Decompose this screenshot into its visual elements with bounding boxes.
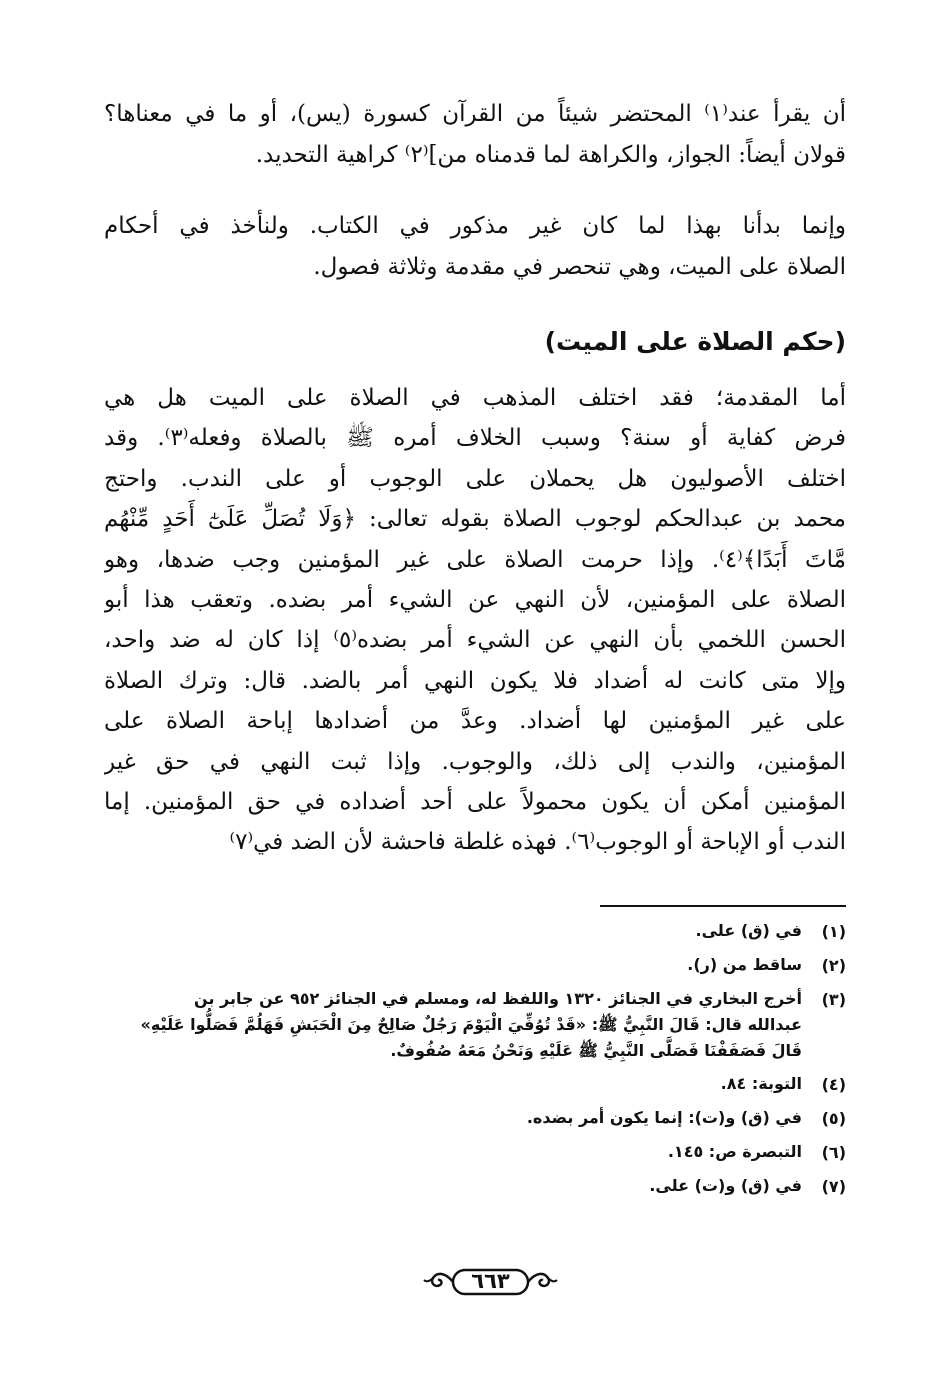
text-line: الصلاة على المؤمنين، لأن النهي عن الشيء أمر بضده. وتعقب هذا أبو [104, 587, 846, 614]
text-line: اختلف الأصوليون هل يحملان على الوجوب أو على الندب. واحتج [104, 465, 846, 492]
footnote-line: أخرج البخاري في الجنائز ١٣٢٠ واللفظ له، ومسلم في الجنائز ٩٥٢ عن جابر بن [194, 989, 802, 1008]
footnote [104, 918, 846, 945]
footnote [104, 952, 846, 979]
footnote-number: (٧) [821, 1177, 846, 1196]
footnote-text [104, 986, 802, 1064]
footnote-text [104, 918, 802, 945]
footnote-number: (٥) [821, 1109, 846, 1128]
text-line: الندب أو الإباحة أو الوجوب⁽٦⁾. فهذه غلطة فاحشة لأن الضد في⁽٧⁾ [229, 829, 846, 856]
text-line: الصلاة على الميت، وهي تنحصر في مقدمة وثلاثة فصول. [313, 254, 846, 280]
text-line: وإنما بدأنا بهذا لما كان غير مذكور في الكتاب. ولنأخذ في أحكام [104, 213, 846, 239]
footnotes [104, 918, 846, 1207]
footnote-line: في (ق) على. [695, 921, 802, 940]
text-line: فرض كفاية أو سنة؟ وسبب الخلاف أمره ﷺ بالصلاة وفعله⁽٣⁾. وقد [104, 425, 846, 452]
text-line: على غير المؤمنين لها أضداد. وعدَّ من أضدادها إباحة الصلاة على [104, 708, 846, 735]
text-line: مَّاتَ أَبَدًا﴾⁽٤⁾. وإذا حرمت الصلاة على غير المؤمنين وجب ضدها، وهو [104, 546, 846, 573]
text-line: أما المقدمة؛ فقد اختلف المذهب في الصلاة على الميت هل هي [104, 385, 846, 411]
footnote [104, 1173, 846, 1200]
text-line: قولان أيضاً: الجواز، والكراهة لما قدمناه من]⁽٢⁾ كراهية التحديد. [255, 142, 846, 168]
paragraph-2 [104, 206, 846, 288]
text-line: المؤمنين أمكن أن يكون محمولاً على أحد أضداده في حق المؤمنين. إما [104, 789, 846, 816]
footnote-line: عبدالله قال: قَالَ النَّبِيُّ ﷺ: «قَدْ تُوُفِّيَ الْيَوْمَ رَجُلٌ صَالِحٌ مِنَ الْحَبَشِ فَهَلُمَّ فَصَلُّوا عَلَيْهِ» [140, 1015, 802, 1034]
footnote-text [104, 1139, 802, 1166]
footnote-number: (٤) [821, 1075, 846, 1094]
text-line: المؤمنين، والندب إلى ذلك، والوجوب. وإذا ثبت النهي في حق غير [104, 748, 846, 775]
paragraph-3 [104, 378, 846, 863]
footnote-separator [600, 905, 846, 907]
footnote-line: التوبة: ٨٤. [720, 1074, 802, 1093]
text-line: محمد بن عبدالحكم لوجوب الصلاة بقوله تعالى: ﴿وَلَا تُصَلِّ عَلَىٰٓ أَحَدٍ مِّنْهُم [104, 506, 846, 533]
footnote-line: قَالَ فَصَفَفْنَا فَصَلَّى النَّبِيُّ ﷺ عَلَيْهِ وَنَحْنُ مَعَهُ صُفُوفٌ. [390, 1041, 802, 1060]
footnote-text [104, 1071, 802, 1098]
footnote-number: (١) [821, 922, 846, 941]
footnote [104, 1105, 846, 1132]
section-heading: (حكم الصلاة على الميت) [544, 327, 846, 356]
text-line: الحسن اللخمي بأن النهي عن الشيء أمر بضده⁽٥⁾ إذا كان له ضد واحد، [104, 627, 846, 654]
footnote-line: ساقط من (ر). [687, 955, 802, 974]
footnote [104, 1139, 846, 1166]
footnote-number: (٢) [821, 956, 846, 975]
footnote [104, 986, 846, 1064]
paragraph-1 [104, 94, 846, 176]
footnote-line: التبصرة ص: ١٤٥. [667, 1142, 802, 1161]
footnote [104, 1071, 846, 1098]
footnote-number: (٣) [821, 990, 846, 1009]
footnote-text [104, 1105, 802, 1132]
page-number [423, 1262, 558, 1302]
footnote-text [104, 952, 802, 979]
footnote-text [104, 1173, 802, 1200]
page-number-text: ٦٦٣ [471, 1269, 510, 1293]
footnote-line: في (ق) و(ت) على. [649, 1176, 802, 1195]
footnote-line: في (ق) و(ت): إنما يكون أمر بضده. [526, 1108, 802, 1127]
text-line: أن يقرأ عند⁽١⁾ المحتضر شيئاً من القرآن كسورة (يس)، أو ما في معناها؟ [104, 101, 846, 127]
text-line: وإلا متى كانت له أضداد فلا يكون النهي أمر بالضد. قال: وترك الصلاة [104, 667, 846, 694]
footnote-number: (٦) [821, 1143, 846, 1162]
